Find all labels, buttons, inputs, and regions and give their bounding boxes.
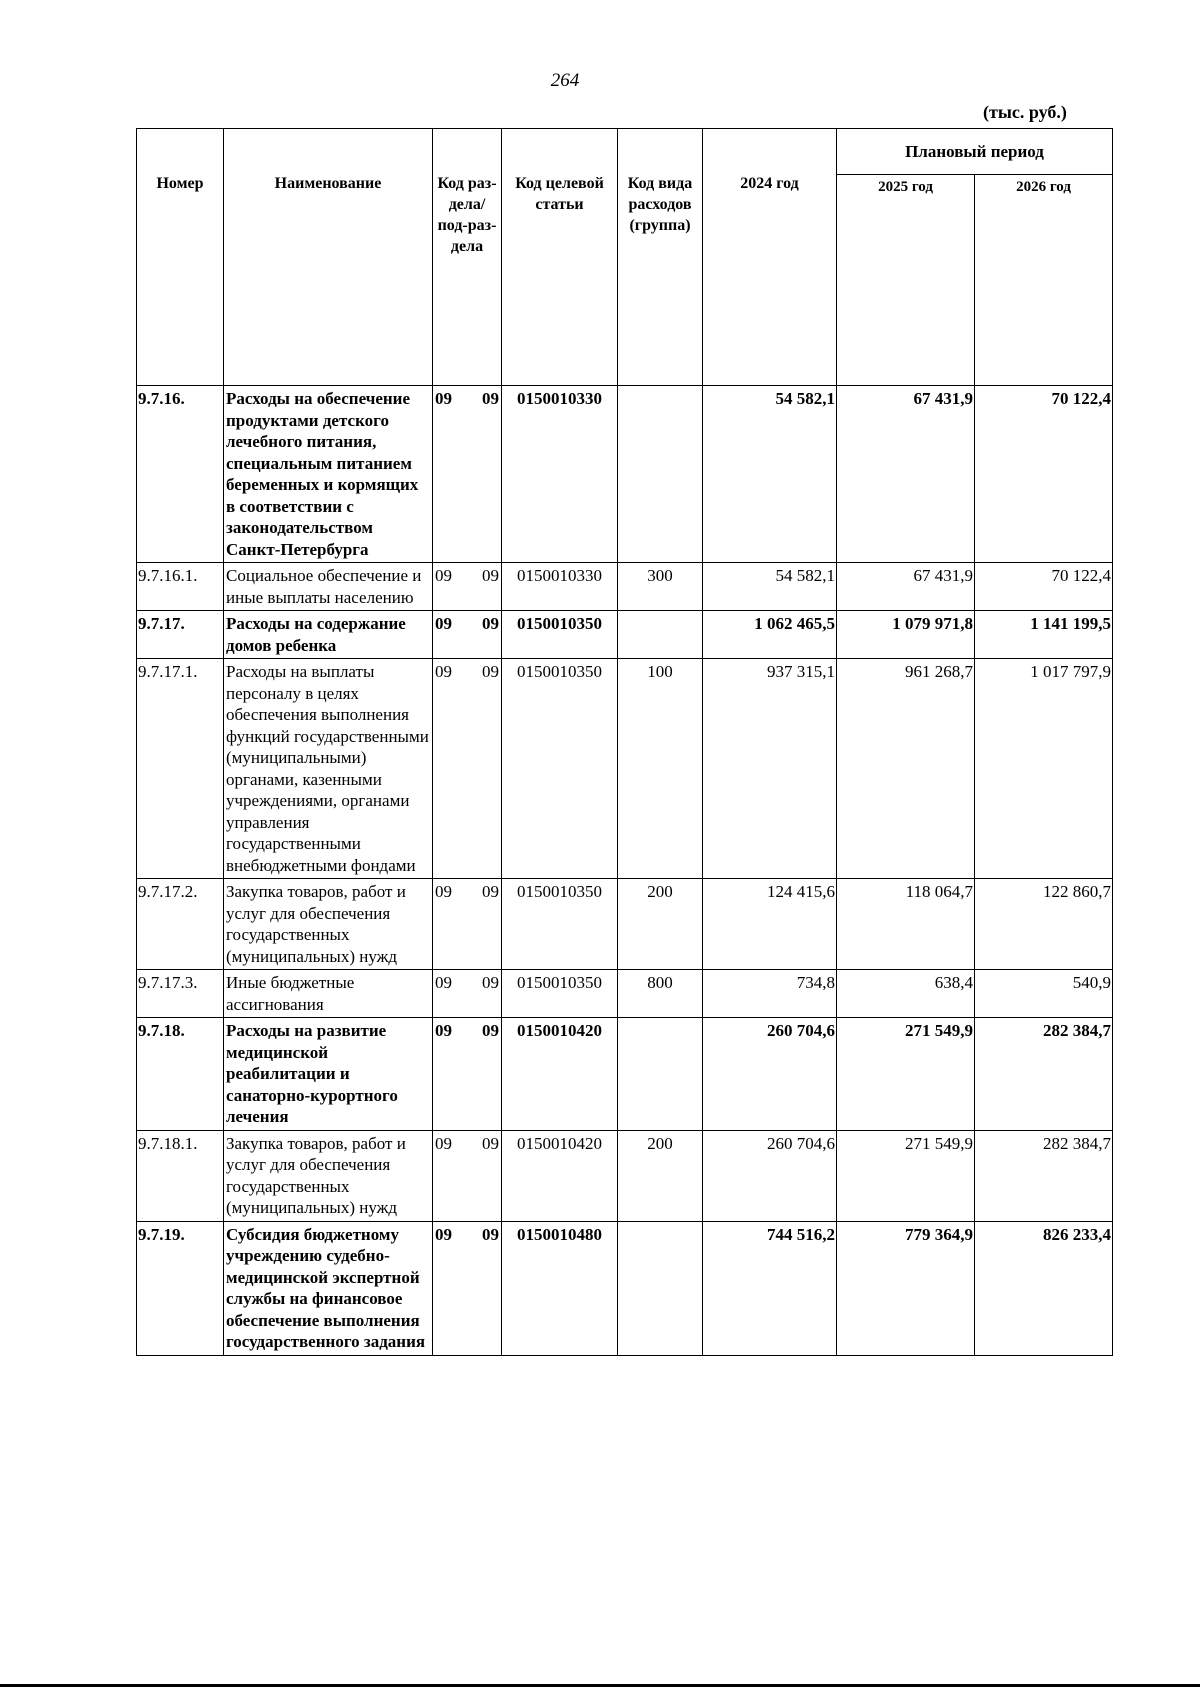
header-planned-period: Плановый период bbox=[837, 129, 1113, 175]
header-section: Код раз-дела/ под-раз-дела bbox=[433, 129, 502, 386]
row-target-code: 0150010350 bbox=[502, 659, 618, 879]
row-subsection: 09 bbox=[482, 1224, 499, 1244]
row-section: 09 bbox=[435, 662, 452, 681]
row-section-code bbox=[433, 970, 502, 1018]
row-amount-2024: 260 704,6 bbox=[703, 1018, 837, 1131]
row-kind-code: 300 bbox=[618, 563, 703, 611]
row-section-code bbox=[433, 386, 502, 563]
row-target-code: 0150010420 bbox=[502, 1018, 618, 1131]
row-amount-2025: 67 431,9 bbox=[837, 386, 975, 563]
row-name: Расходы на выплаты персоналу в целях обеспечения выполнения функций государственными (муниципальными) органами, казенными учреждениями, органами управления государственными внебюджетными фондами bbox=[224, 659, 433, 879]
row-amount-2025: 67 431,9 bbox=[837, 563, 975, 611]
row-number: 9.7.18.1. bbox=[137, 1130, 224, 1221]
row-number: 9.7.16. bbox=[137, 386, 224, 563]
table-row bbox=[137, 563, 1113, 611]
row-target-code: 0150010480 bbox=[502, 1221, 618, 1355]
row-amount-2026: 540,9 bbox=[975, 970, 1113, 1018]
table-header bbox=[137, 129, 1113, 386]
row-number: 9.7.18. bbox=[137, 1018, 224, 1131]
row-amount-2024: 1 062 465,5 bbox=[703, 611, 837, 659]
row-section: 09 bbox=[435, 614, 452, 633]
table-row bbox=[137, 879, 1113, 970]
row-target-code: 0150010420 bbox=[502, 1130, 618, 1221]
row-amount-2025: 118 064,7 bbox=[837, 879, 975, 970]
row-target-code: 0150010350 bbox=[502, 970, 618, 1018]
row-name: Расходы на содержание домов ребенка bbox=[224, 611, 433, 659]
row-amount-2024: 54 582,1 bbox=[703, 386, 837, 563]
row-amount-2026: 122 860,7 bbox=[975, 879, 1113, 970]
header-kind: Код вида расходов (группа) bbox=[618, 129, 703, 386]
row-section-code bbox=[433, 879, 502, 970]
row-amount-2024: 734,8 bbox=[703, 970, 837, 1018]
row-subsection: 09 bbox=[482, 662, 499, 681]
row-amount-2025: 271 549,9 bbox=[837, 1130, 975, 1221]
header-name: Наименование bbox=[224, 129, 433, 386]
row-amount-2026: 282 384,7 bbox=[975, 1018, 1113, 1131]
row-subsection: 09 bbox=[482, 1133, 499, 1153]
header-2024: 2024 год bbox=[703, 129, 837, 386]
row-section-code bbox=[433, 659, 502, 879]
row-section-code bbox=[433, 1130, 502, 1221]
row-kind-code: 200 bbox=[618, 1130, 703, 1221]
row-amount-2025: 638,4 bbox=[837, 970, 975, 1018]
row-amount-2025: 961 268,7 bbox=[837, 659, 975, 879]
row-name: Расходы на развитие медицинской реабилитации и санаторно-курортного лечения bbox=[224, 1018, 433, 1131]
row-amount-2024: 260 704,6 bbox=[703, 1130, 837, 1221]
row-number: 9.7.19. bbox=[137, 1221, 224, 1355]
row-kind-code: 100 bbox=[618, 659, 703, 879]
table-body bbox=[137, 386, 1113, 1356]
row-kind-code: 800 bbox=[618, 970, 703, 1018]
row-target-code: 0150010350 bbox=[502, 879, 618, 970]
row-target-code: 0150010350 bbox=[502, 611, 618, 659]
header-number: Номер bbox=[137, 129, 224, 386]
row-amount-2025: 779 364,9 bbox=[837, 1221, 975, 1355]
header-target: Код целевой статьи bbox=[502, 129, 618, 386]
row-subsection: 09 bbox=[482, 1021, 499, 1040]
row-subsection: 09 bbox=[482, 973, 499, 992]
row-amount-2025: 1 079 971,8 bbox=[837, 611, 975, 659]
row-amount-2024: 937 315,1 bbox=[703, 659, 837, 879]
row-section-code bbox=[433, 563, 502, 611]
row-section: 09 bbox=[435, 1133, 452, 1153]
row-kind-code bbox=[618, 611, 703, 659]
row-amount-2025: 271 549,9 bbox=[837, 1018, 975, 1131]
row-section-code bbox=[433, 1018, 502, 1131]
row-kind-code bbox=[618, 1221, 703, 1355]
row-section: 09 bbox=[435, 566, 452, 585]
table-row bbox=[137, 970, 1113, 1018]
row-name: Закупка товаров, работ и услуг для обеспечения государственных (муниципальных) нужд bbox=[224, 879, 433, 970]
row-section: 09 bbox=[435, 389, 452, 408]
row-subsection: 09 bbox=[482, 566, 499, 585]
row-name: Субсидия бюджетному учреждению судебно-медицинской экспертной службы на финансовое обеспечение выполнения государственного задания bbox=[224, 1221, 433, 1355]
row-subsection: 09 bbox=[482, 614, 499, 633]
row-section: 09 bbox=[435, 973, 452, 992]
row-section: 09 bbox=[435, 1224, 452, 1244]
row-kind-code: 200 bbox=[618, 879, 703, 970]
row-kind-code bbox=[618, 1018, 703, 1131]
row-amount-2026: 70 122,4 bbox=[975, 563, 1113, 611]
row-amount-2024: 54 582,1 bbox=[703, 563, 837, 611]
row-name: Социальное обеспечение и иные выплаты населению bbox=[224, 563, 433, 611]
row-amount-2026: 1 017 797,9 bbox=[975, 659, 1113, 879]
budget-table bbox=[136, 128, 1113, 1356]
row-amount-2024: 744 516,2 bbox=[703, 1221, 837, 1355]
table-row bbox=[137, 1221, 1113, 1355]
row-amount-2026: 282 384,7 bbox=[975, 1130, 1113, 1221]
row-section-code bbox=[433, 611, 502, 659]
row-number: 9.7.17.2. bbox=[137, 879, 224, 970]
row-subsection: 09 bbox=[482, 882, 499, 901]
row-amount-2024: 124 415,6 bbox=[703, 879, 837, 970]
row-number: 9.7.17.3. bbox=[137, 970, 224, 1018]
bottom-rule bbox=[0, 1684, 1200, 1687]
units-label: (тыс. руб.) bbox=[983, 102, 1067, 122]
row-amount-2026: 1 141 199,5 bbox=[975, 611, 1113, 659]
table-row bbox=[137, 1130, 1113, 1221]
row-name: Иные бюджетные ассигнования bbox=[224, 970, 433, 1018]
table-row bbox=[137, 1018, 1113, 1131]
row-target-code: 0150010330 bbox=[502, 563, 618, 611]
row-kind-code bbox=[618, 386, 703, 563]
row-section: 09 bbox=[435, 1021, 452, 1040]
row-name: Закупка товаров, работ и услуг для обеспечения государственных (муниципальных) нужд bbox=[224, 1130, 433, 1221]
table-row bbox=[137, 659, 1113, 879]
header-2026: 2026 год bbox=[975, 174, 1113, 385]
row-target-code: 0150010330 bbox=[502, 386, 618, 563]
row-section: 09 bbox=[435, 882, 452, 901]
table-row bbox=[137, 611, 1113, 659]
header-2025: 2025 год bbox=[837, 174, 975, 385]
page-number: 264 bbox=[550, 70, 580, 91]
row-amount-2026: 70 122,4 bbox=[975, 386, 1113, 563]
row-amount-2026: 826 233,4 bbox=[975, 1221, 1113, 1355]
row-subsection: 09 bbox=[482, 389, 499, 408]
row-number: 9.7.16.1. bbox=[137, 563, 224, 611]
row-section-code bbox=[433, 1221, 502, 1355]
row-number: 9.7.17. bbox=[137, 611, 224, 659]
row-name: Расходы на обеспечение продуктами детского лечебного питания, специальным питанием беременных и кормящих в соответствии с законодательством Санкт-Петербурга bbox=[224, 386, 433, 563]
table-row bbox=[137, 386, 1113, 563]
row-number: 9.7.17.1. bbox=[137, 659, 224, 879]
